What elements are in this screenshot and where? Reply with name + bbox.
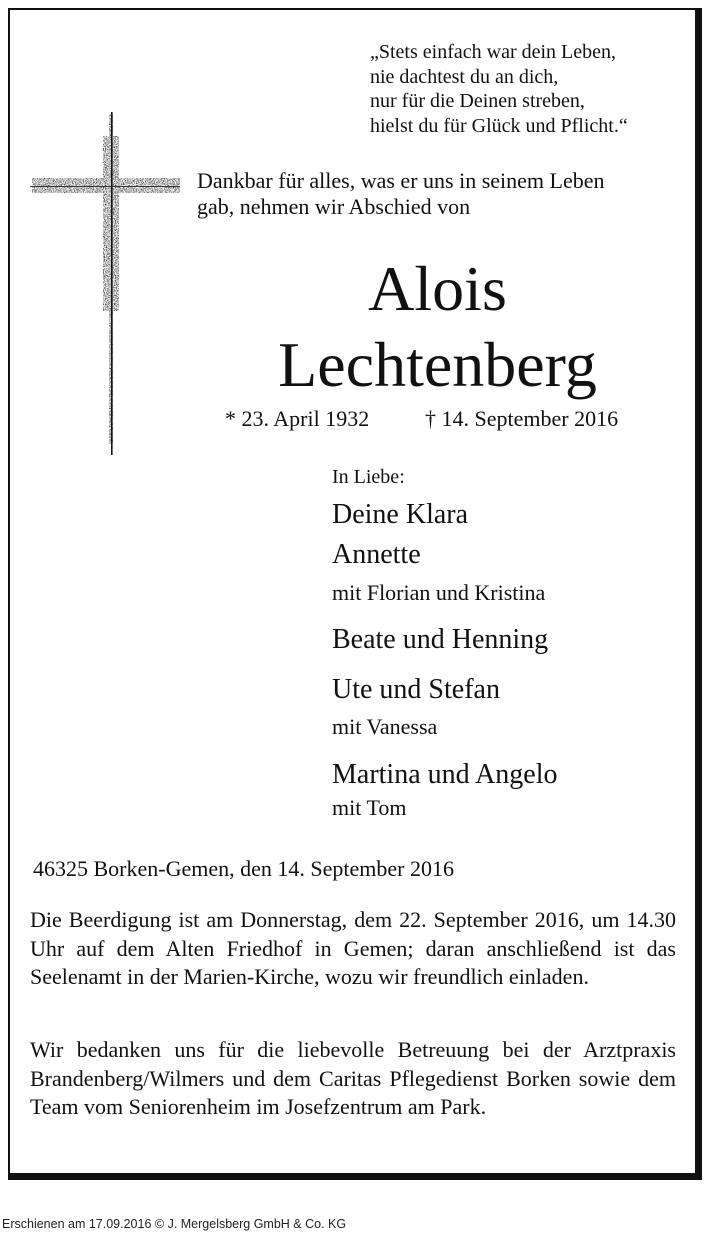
quote-block: [370, 40, 628, 138]
funeral-paragraph: Die Beerdigung ist am Donnerstag, dem 22. September 2016, um 14.30 Uhr auf dem Alten Friedhof in Gemen; daran anschließend ist das Seelenamt in der Marien-Kirche, wozu wir freundlich einladen.: [30, 907, 676, 989]
mourner-entry: Annette: [332, 539, 421, 570]
death-date: † 14. September 2016: [425, 406, 619, 431]
mourner-entry-sub: mit Tom: [332, 795, 407, 820]
mourner-entry: Martina und Angelo: [332, 759, 558, 790]
birth-date: * 23. April 1932: [225, 406, 370, 431]
place-date: 46325 Borken-Gemen, den 14. September 2016: [33, 856, 454, 881]
mourner-entry: Deine Klara: [332, 499, 469, 530]
publication-footer: Erschienen am 17.09.2016 © J. Mergelsberg GmbH & Co. KG: [2, 1217, 347, 1231]
mourner-entry: Beate und Henning: [332, 624, 549, 655]
deceased-last-name: Lechtenberg: [278, 329, 597, 400]
thanks-paragraph: Wir bedanken uns für die liebevolle Betreuung bei der Arztpraxis Brandenberg/Wilmers und dem Caritas Pflegedienst Borken sowie dem Team vom Seniorenheim im Josefzentrum am Park.: [30, 1037, 676, 1119]
quote-line: „Stets einfach war dein Leben,: [370, 41, 617, 63]
intro-text: [197, 168, 604, 220]
quote-line: nie dachtest du an dich,: [370, 65, 559, 88]
intro-line: gab, nehmen wir Abschied von: [197, 194, 471, 219]
cross-icon: [30, 112, 182, 457]
deceased-first-name: Alois: [368, 253, 507, 324]
mourner-entry: Ute und Stefan: [332, 674, 500, 705]
intro-line: Dankbar für alles, was er uns in seinem Leben: [197, 168, 605, 193]
mourner-entry-sub: mit Florian und Kristina: [332, 580, 546, 605]
quote-line: hielst du für Glück und Pflicht.“: [370, 114, 628, 137]
quote-line: nur für die Deinen streben,: [370, 90, 585, 112]
mourners-heading: In Liebe:: [332, 466, 405, 488]
mourner-entry-sub: mit Vanessa: [332, 714, 438, 739]
